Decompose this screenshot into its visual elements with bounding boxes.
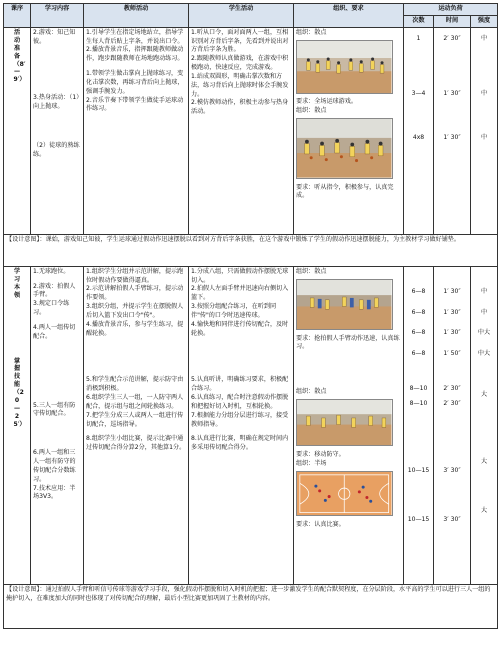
- load-times: 8—10: [409, 385, 428, 393]
- load-time: 1′ 30″: [443, 329, 461, 337]
- load-intensity: 中: [480, 308, 488, 316]
- student-item: 3.按照分组配合练习，在听到同伴"传"的口令时迅速传球。: [191, 303, 277, 319]
- header-course: 课序: [4, 4, 31, 28]
- teacher-item: 1.组织学生分组并示范讲解，提示跑位时假动作要做得逼真。: [86, 267, 184, 284]
- load-intensity: 大: [480, 506, 488, 514]
- section2-teacher: [84, 266, 189, 584]
- gym-photo-warmup: [296, 40, 393, 94]
- teacher-item: 1.带领学生做击掌向上抛球练习，变化击掌次数，再练习背后向上抛球，强调手腕发力。: [86, 70, 184, 95]
- student-item: 8.认真进行比赛，明确在规定时间内多采用传切配合得分。: [191, 435, 289, 452]
- load-time: 2′ 30″: [443, 34, 461, 42]
- content-item: 2.游戏：知己知彼。: [33, 28, 76, 45]
- teacher-item: 2.示范讲解拍假人手臂练习，提示动作要领。: [86, 285, 184, 302]
- section1-category: [4, 27, 31, 234]
- teacher-item: 6.组织学生三人一组，一人防守两人配合，提示组与组之间轮换练习。: [86, 394, 184, 410]
- header-content: 学习内容: [31, 4, 84, 28]
- header-intensity: 强度: [471, 16, 498, 28]
- teacher-item: 2.播放背景音乐，指挥跟随教师做动作，跑步跟随教师在场地跑动练习。: [86, 46, 184, 63]
- org-label: 组织：半场: [296, 460, 327, 468]
- teacher-item: 8.组织学生小组比赛，提示比赛中通过传切配合得分算2分，其他算1分。: [86, 435, 186, 452]
- load-times: 6—8: [411, 350, 426, 358]
- load-times: 1: [416, 34, 421, 42]
- content-item: 6.两人一组和三人一组有防守的传切配合分数练习。: [33, 449, 76, 483]
- gym-photo-defense: [296, 399, 393, 446]
- gym-photo-dribble: [296, 118, 393, 179]
- section1-content: [31, 27, 84, 234]
- student-item: 5.认真听讲，明确练习要求，积极配合练习。: [191, 376, 289, 393]
- header-teacher: 教师活动: [84, 4, 189, 28]
- teacher-item: 5.和学生配合示范讲解，提示防守由消极到积极。: [86, 376, 184, 393]
- section2-category-a: 学习本领: [13, 267, 21, 299]
- org-label: 组织：散点: [296, 28, 327, 36]
- design-intent-2: 【设计意图】：通过拍假人手臂和听信号传球等游戏学习手段，强化假动作摆脱和切入时机的把握；进一步激发学生的配合默契程度，在分层阶段，水平高的学生可以进行三人一组的掩护切入，在难度加大的同时也体现了对传切配合的理解，最后小型比赛更加巩固了主教材的内容。: [4, 584, 498, 628]
- load-intensity: 中: [480, 287, 488, 295]
- content-item: 2.游戏：拍假人手臂。: [33, 282, 76, 299]
- org-requirement: 要求：移动防守。: [296, 451, 345, 459]
- section1-teacher: [84, 27, 189, 234]
- section1-student: [189, 27, 294, 234]
- load-time: 1′ 30″: [443, 89, 461, 97]
- student-item: 6.认真练习，配合时注意假动作摆脱和把握好切入时机，互相轮换。: [191, 394, 289, 410]
- teacher-item: 7.把学生分成三人或两人一组进行传切配合，巡场指导。: [86, 411, 184, 428]
- load-intensity: 中大: [477, 329, 491, 337]
- content-item: 3.规定口令练习。: [33, 300, 70, 317]
- header-student: 学生活动: [189, 4, 294, 28]
- load-intensity: 中: [480, 89, 488, 97]
- load-times: 3—4: [411, 89, 426, 97]
- section2-intensity: [471, 266, 498, 584]
- header-time: 时间: [434, 16, 471, 28]
- load-intensity: 大: [480, 391, 488, 399]
- student-item: 1.站成双圆形，明确击掌次数和方法，练习背后向上抛球时体会手腕发力。: [191, 72, 289, 98]
- load-intensity: 中: [480, 134, 488, 142]
- load-intensity: 中大: [477, 350, 491, 358]
- design-intent-1: 【设计意图】：课始，游戏知己知彼，学生运球通过假动作迅速摆脱以看到对方背后字条获胜，在这个游戏中锻炼了学生的假动作迅速摆脱能力，为主教材学习做好铺垫。: [4, 234, 498, 266]
- org-label: 组织：散点: [296, 388, 327, 396]
- load-time: 3′ 30″: [443, 515, 461, 523]
- org-label: 组织：散点: [296, 107, 327, 115]
- content-item: 练。: [33, 150, 46, 158]
- section2-student: [189, 266, 294, 584]
- section2-category-b: 掌握技能（20—25′）: [13, 357, 26, 428]
- student-item: 2.跟随教师认真做游戏，在游戏中积极跑动，快速反应，完成游戏。: [191, 55, 289, 72]
- org-requirement: 要求：听从指令，积极参与，认真完成。: [296, 183, 394, 200]
- teacher-item: 4.播放背景音乐，参与学生练习，提醒轮换。: [86, 320, 184, 337]
- load-times: 10—15: [407, 515, 430, 523]
- load-time: 1′ 30″: [443, 134, 461, 142]
- lesson-plan-table: [3, 3, 498, 629]
- load-times: 4x8: [412, 134, 425, 142]
- load-intensity: 大: [480, 457, 488, 465]
- content-item: 4.两人一组传切配合。: [33, 323, 76, 340]
- section2-category: [4, 266, 31, 584]
- section1-intensity: [471, 27, 498, 234]
- header-org: 组织、要求: [294, 4, 404, 28]
- load-time: 3′ 30″: [443, 466, 461, 474]
- student-item: 1.听从口令，面对面两人一组，互相识别对方背后字条，先看到并说出对方背后字条为胜。: [191, 28, 289, 54]
- content-item: 1.无球跑位。: [33, 267, 70, 275]
- load-time: 2′ 30″: [443, 399, 461, 407]
- load-times: 6—8: [411, 308, 426, 316]
- content-item: 3.热身活动：（1）向上抛球。: [33, 94, 80, 111]
- load-times: 6—8: [411, 287, 426, 295]
- student-item: 1.分成八组，只需做假动作摆脱无球切入。: [191, 267, 289, 284]
- half-court-diagram: [296, 471, 393, 516]
- load-time: 1′ 30″: [443, 287, 461, 295]
- load-times: 10—15: [407, 466, 430, 474]
- section1-organization: [294, 27, 404, 234]
- load-time: 1′ 50″: [443, 350, 461, 358]
- teacher-item: 1.引导学生在指定场地站立，指导学生每人背后贴上字条，并说出口令。: [86, 28, 184, 45]
- section1-times: [404, 27, 434, 234]
- student-item: 2.拍假人左面手臂并迅速向右侧切入篮下。: [191, 285, 289, 302]
- section1-category-text: 活动准备（8′—9′）: [13, 28, 26, 84]
- org-requirement: 要求：抢拍假人手臂动作迅速，认真练习。: [296, 334, 400, 351]
- org-requirement: 要求：认真比赛。: [296, 521, 345, 529]
- section2-time: [434, 266, 471, 584]
- teacher-item: 2.音乐节奏下带领学生做徒手运球动作练习。: [86, 96, 184, 113]
- section2-organization: [294, 266, 404, 584]
- student-item: 2.模仿教师动作，积极主动参与热身活动。: [191, 99, 289, 116]
- content-item: 5.三人一组有防守传切配合。: [33, 401, 76, 418]
- header-load: 运动负荷: [404, 4, 498, 16]
- org-label: 组织：散点: [296, 267, 327, 275]
- load-times: 6—8: [411, 329, 426, 337]
- load-times: 8—10: [409, 399, 428, 407]
- content-item: （2）徒球的熟练: [33, 142, 80, 150]
- student-item: 7.根据能力分组分层进行练习，接受教师指导。: [191, 411, 289, 428]
- gym-photo-drill: [296, 279, 393, 330]
- load-intensity: 中: [480, 34, 488, 42]
- section2-times: [404, 266, 434, 584]
- teacher-item: 3.组织分组，并提示学生在摆脱假人后切入篮下发出口令"传"。: [86, 303, 184, 319]
- org-requirement: 要求：全场运球游戏。: [296, 98, 357, 106]
- section2-content: [31, 266, 84, 584]
- load-time: 1′ 30″: [443, 308, 461, 316]
- header-times: 次数: [404, 16, 434, 28]
- load-time: 2′ 30″: [443, 385, 461, 393]
- section1-time: [434, 27, 471, 234]
- student-item: 4.愉快地和同伴进行传切配合，及时轮换。: [191, 320, 289, 337]
- content-item: 7.技术应用：半场3V3。: [33, 484, 76, 501]
